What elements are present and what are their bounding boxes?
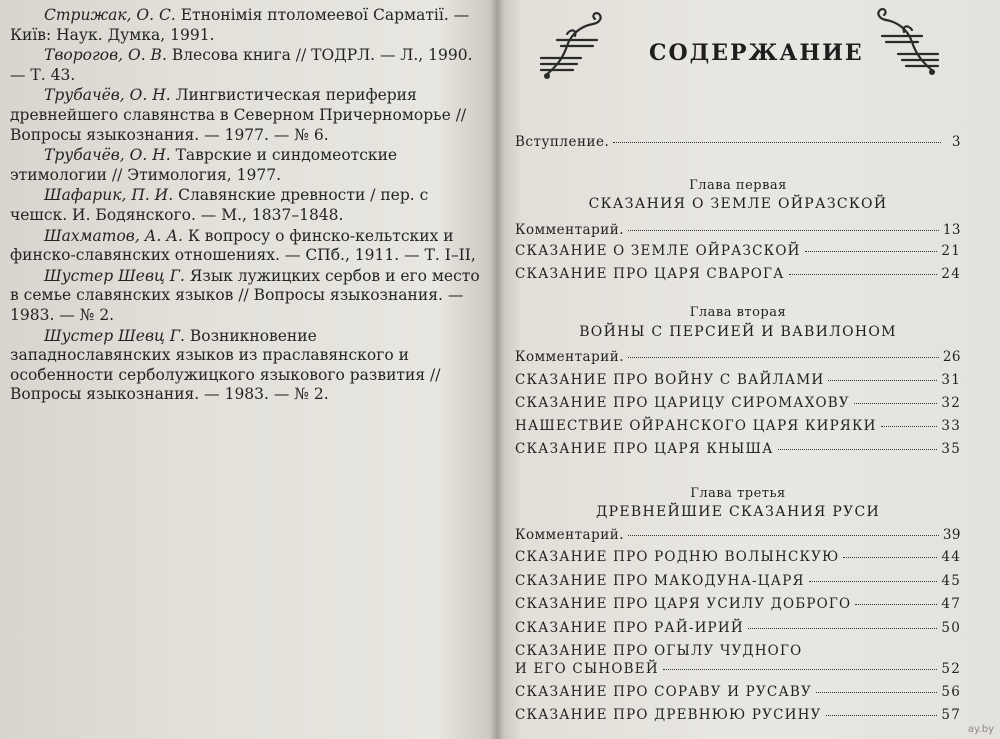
toc-leader — [855, 604, 937, 605]
bib-author: Шафарик, П. И. — [44, 186, 174, 205]
toc-leader — [789, 274, 938, 275]
toc-entry-label: СКАЗАНИЕ ПРО РАЙ-ИРИЙ — [515, 620, 744, 636]
toc-entry-label: СКАЗАНИЕ ПРО ЦАРЯ КНЫША — [515, 441, 774, 457]
toc-entry-label: СКАЗАНИЕ ПРО ЦАРИЦУ СИРОМАХОВУ — [515, 395, 850, 411]
toc-entry-label: СКАЗАНИЕ ПРО ЦАРЯ УСИЛУ ДОБРОГО — [515, 596, 852, 612]
toc-page-number: 52 — [941, 661, 961, 677]
toc-page-number: 44 — [941, 549, 961, 565]
toc-leader — [663, 669, 938, 670]
flourish-ornament-icon — [862, 2, 942, 78]
toc-entry — [515, 395, 961, 411]
toc-leader — [826, 715, 938, 716]
toc-page-number: 31 — [941, 372, 961, 388]
toc-leader — [628, 535, 939, 536]
toc-entry — [515, 349, 961, 365]
bib-author: Шахматов, А. А. — [44, 226, 183, 245]
toc-entry-label: СКАЗАНИЕ О ЗЕМЛЕ ОЙРАЗСКОЙ — [515, 243, 801, 259]
toc-leader — [809, 581, 938, 582]
toc-leader — [828, 380, 937, 381]
bibliography-entry — [10, 146, 480, 185]
bibliography-entry — [10, 86, 480, 145]
toc-entry-label: НАШЕСТВИЕ ОЙРАНСКОГО ЦАРЯ КИРЯКИ — [515, 418, 877, 434]
bib-text: Етнонімія птоломеевої Сарматії. — Київ: Наук. Думка, 1991. — [10, 6, 470, 44]
right-page — [497, 0, 1000, 739]
bib-author: Творогов, О. В. — [44, 46, 167, 65]
toc-entry — [515, 707, 961, 723]
chapter-title: ВОЙНЫ С ПЕРСИЕЙ И ВАВИЛОНОМ — [579, 324, 897, 340]
toc-entry — [515, 684, 961, 700]
toc-page-number: 57 — [941, 707, 961, 723]
toc-leader — [843, 557, 937, 558]
bib-text: Язык лужицких сербов и его место в семье славянских языков // Вопросы языкознания. — 1983. — № 2. — [10, 266, 480, 324]
toc-leader — [748, 628, 938, 629]
toc-entry-label: СКАЗАНИЕ ПРО ЦАРЯ СВАРОГА — [515, 266, 785, 282]
toc-entry — [515, 620, 961, 636]
page-title: СОДЕРЖАНИЕ — [649, 40, 864, 66]
bib-text: Славянские древности / пер. с чешск. И. Бодянского. — М., 1837–1848. — [10, 186, 429, 224]
bib-text: Влесова книга // ТОДРЛ. — Л., 1990. — Т. 43. — [10, 46, 473, 84]
bib-text: Возникновение западнославянских языков из праславянского и особенности серболужицкого языкового развития // Вопросы языкознания. — 1983. — № 2. — [10, 326, 441, 404]
toc-entry-label: СКАЗАНИЕ ПРО СОРАВУ И РУСАВУ — [515, 684, 812, 700]
bibliography-entry — [10, 186, 480, 225]
toc-leader — [628, 357, 939, 358]
bib-author: Трубачёв, О. Н. — [44, 86, 171, 105]
toc-page-number: 3 — [951, 134, 961, 150]
chapter-title: СКАЗАНИЯ О ЗЕМЛЕ ОЙРАЗСКОЙ — [588, 196, 888, 212]
watermark: ay.by — [967, 724, 994, 735]
book-spine-shadow — [490, 0, 504, 739]
left-page — [0, 0, 497, 739]
toc-page-number: 21 — [941, 243, 961, 259]
toc-entry-label: Комментарий. — [515, 349, 625, 365]
toc-leader — [628, 230, 939, 231]
toc-page-number: 26 — [942, 349, 961, 365]
toc-leader — [816, 692, 937, 693]
toc-leader — [778, 449, 938, 450]
bib-author: Шустер Шевц Г. — [44, 266, 185, 285]
bib-text: Таврские и синдомеотские этимологии // Этимология, 1977. — [10, 146, 398, 184]
toc-entry — [515, 222, 961, 238]
toc-page-number: 50 — [941, 620, 961, 636]
toc-entry — [515, 418, 961, 434]
chapter-label: Глава первая — [689, 178, 787, 193]
toc-page-number: 35 — [941, 441, 961, 457]
toc-page-number: 45 — [941, 573, 961, 589]
toc-page-number: 33 — [941, 418, 961, 434]
toc-entry-label: Комментарий. — [515, 527, 625, 543]
bib-author: Трубачёв, О. Н. — [44, 146, 171, 165]
chapter-label: Глава третья — [690, 486, 786, 501]
toc-entry — [515, 441, 961, 457]
toc-page-number: 56 — [941, 684, 961, 700]
toc-leader — [854, 403, 938, 404]
toc-entry-intro — [515, 134, 961, 150]
flourish-ornament-icon — [537, 6, 617, 82]
toc-entry — [515, 243, 961, 259]
bib-text: К вопросу о финско-кельтских и финско-славянских отношениях. — СПб., 1911. — Т. I–II, — [10, 226, 476, 265]
toc-leader — [613, 142, 941, 143]
toc-entry-label: Комментарий. — [515, 222, 625, 238]
toc-entry — [515, 527, 961, 543]
bibliography-entry — [10, 6, 480, 45]
bib-author: Шустер Шевц Г. — [44, 326, 185, 345]
bibliography-entry — [10, 227, 480, 266]
bib-text: Лингвистическая периферия древнейшего славянства в Северном Причерноморье // Вопросы языкознания. — 1977. — № 6. — [10, 86, 467, 144]
bibliography-entry — [10, 267, 480, 326]
chapter-title: ДРЕВНЕЙШИЕ СКАЗАНИЯ РУСИ — [595, 504, 881, 520]
bibliography-entry — [10, 46, 480, 85]
toc-entry — [515, 643, 961, 677]
toc-entry-second-line — [515, 661, 961, 677]
bib-author: Стрижак, О. С. — [44, 6, 176, 24]
bibliography-list — [10, 6, 480, 406]
toc-entry — [515, 549, 961, 565]
toc-page-number: 32 — [941, 395, 961, 411]
toc-entry — [515, 596, 961, 612]
chapter-label: Глава вторая — [689, 305, 787, 320]
bibliography-entry — [10, 327, 480, 405]
toc-entry — [515, 372, 961, 388]
toc-leader — [805, 251, 938, 252]
toc-entry-label: СКАЗАНИЕ ПРО МАКОДУНА-ЦАРЯ — [515, 573, 805, 589]
toc-leader — [881, 426, 938, 427]
toc-entry — [515, 266, 961, 282]
toc-entry-label: СКАЗАНИЕ ПРО ВОЙНУ С ВАЙЛАМИ — [515, 372, 825, 388]
toc-entry-label: СКАЗАНИЕ ПРО ДРЕВНЮЮ РУСИНУ — [515, 707, 822, 723]
toc-entry-label: Вступление. — [515, 134, 610, 150]
toc-page-number: 13 — [942, 222, 961, 238]
toc-entry-label-continued: И ЕГО СЫНОВЕЙ — [515, 661, 659, 677]
toc-entry-label: СКАЗАНИЕ ПРО ОГЫЛУ ЧУДНОГО — [515, 643, 803, 659]
toc-page-number: 39 — [942, 527, 961, 543]
toc-entry — [515, 573, 961, 589]
toc-page-number: 47 — [941, 596, 961, 612]
toc-page-number: 24 — [941, 266, 961, 282]
toc-entry-label: СКАЗАНИЕ ПРО РОДНЮ ВОЛЫНСКУЮ — [515, 549, 840, 565]
